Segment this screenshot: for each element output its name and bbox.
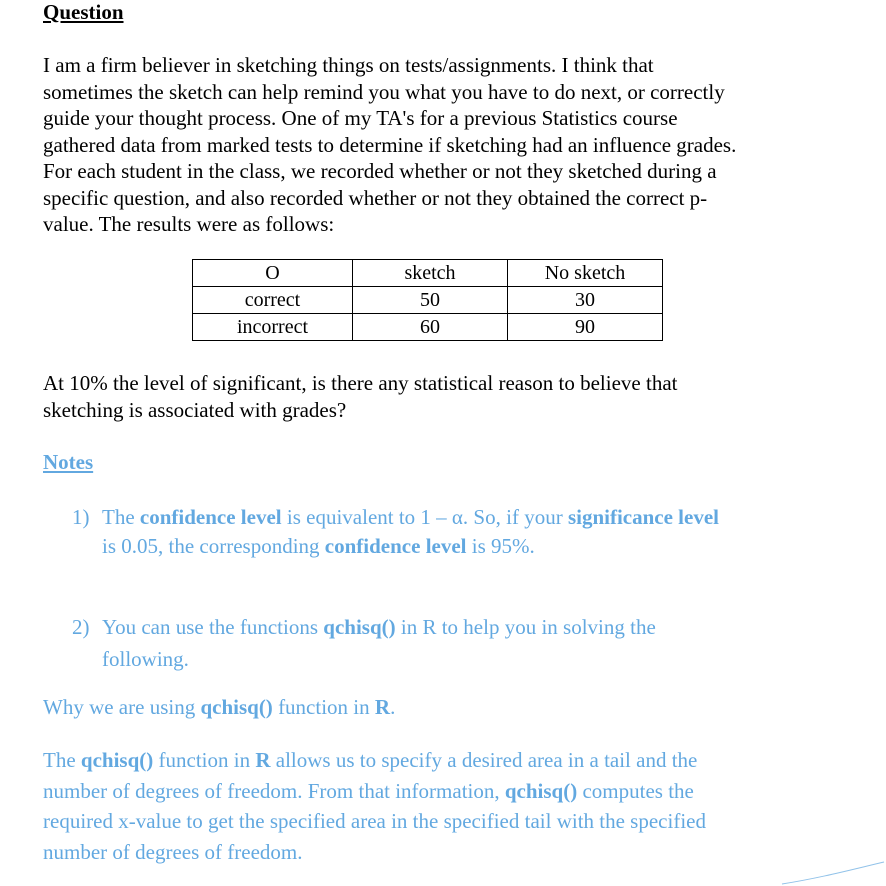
why-heading: Why we are using qchisq() function in R. — [43, 695, 396, 719]
intro-line: I am a firm believer in sketching things on tests/assignments. I think that — [43, 53, 654, 77]
intro-paragraph — [43, 52, 843, 238]
table-cell: 50 — [353, 287, 508, 314]
note-number: 1) — [72, 505, 90, 529]
table-header-cell: sketch — [353, 260, 508, 287]
table-row — [193, 314, 663, 341]
note-number: 2) — [72, 615, 90, 639]
table-header-cell: O — [193, 260, 353, 287]
question-line: At 10% the level of significant, is there any statistical reason to believe that — [43, 371, 678, 395]
note-1: 1) The confidence level is equivalent to 1 – α. So, if your significance level is 0.05, the corresponding confidence level is 95%. — [72, 505, 719, 558]
table-header-cell: No sketch — [508, 260, 663, 287]
intro-line: guide your thought process. One of my TA's for a previous Statistics course — [43, 106, 678, 130]
explanation-paragraph: The qchisq() function in R allows us to specify a desired area in a tail and the number of degrees of freedom. From that information, qchisq() computes the required x-value to get the specified area in the specified tail with the specified number of degrees of freedom. — [43, 748, 706, 864]
question-prompt — [43, 370, 843, 423]
notes-heading: Notes — [43, 450, 94, 474]
table-row — [193, 287, 663, 314]
intro-line: sometimes the sketch can help remind you what you have to do next, or correctly — [43, 79, 725, 104]
note-2: 2) You can use the functions qchisq() in R to help you in solving the following. — [72, 611, 832, 675]
intro-line: For each student in the class, we recorded whether or not they sketched during a — [43, 159, 717, 183]
table-cell: 30 — [508, 287, 663, 314]
table-header-row — [193, 260, 663, 287]
table-cell: 60 — [353, 314, 508, 341]
table-cell: incorrect — [193, 314, 353, 341]
intro-line: specific question, and also recorded whether or not they obtained the correct p- — [43, 185, 708, 210]
observed-table — [192, 259, 663, 341]
decorative-stroke — [780, 860, 886, 886]
question-line: sketching is associated with grades? — [43, 397, 347, 422]
table-cell: 90 — [508, 314, 663, 341]
table-cell: correct — [193, 287, 353, 314]
intro-line: value. The results were as follows: — [43, 212, 335, 236]
intro-line: gathered data from marked tests to determine if sketching had an influence grades. — [43, 132, 737, 157]
question-heading: Question — [43, 0, 124, 24]
